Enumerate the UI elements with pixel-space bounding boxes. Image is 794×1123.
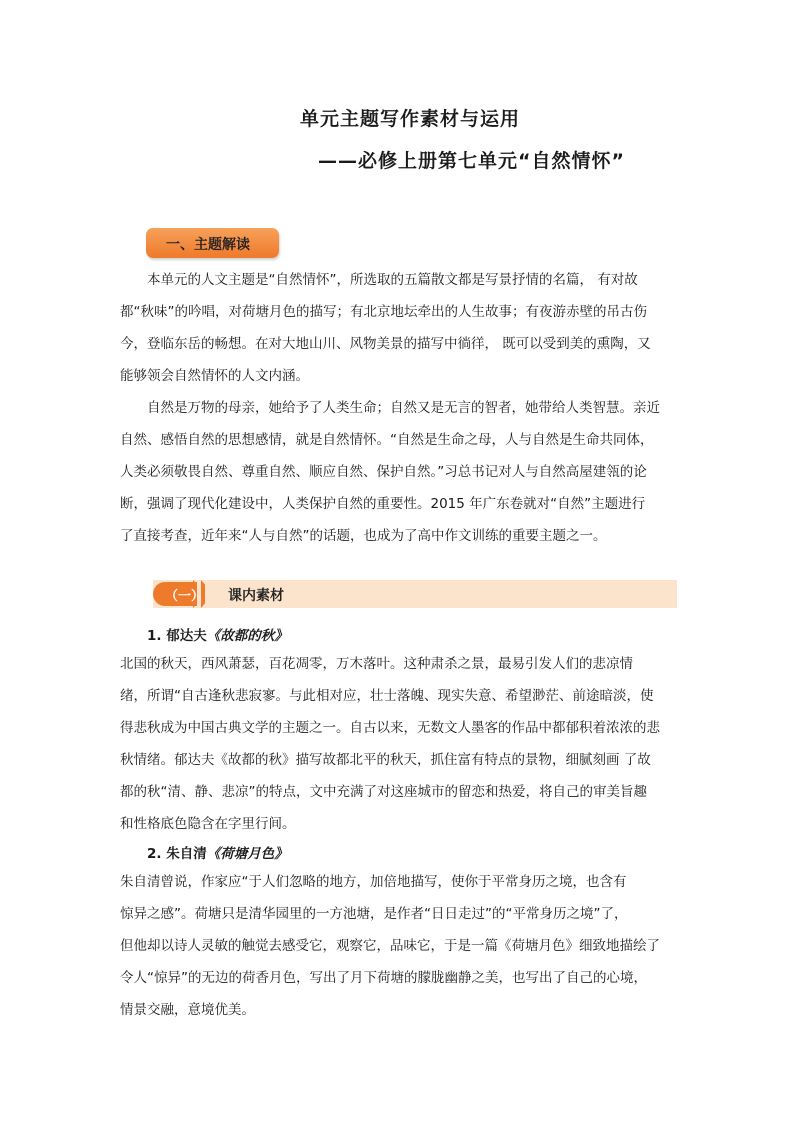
- paragraph-line: 人类必须敬畏自然、尊重自然、顺应自然、保护自然。”习总书记对人与自然高屋建瓴的论: [120, 464, 647, 480]
- paragraph-line: 本单元的人文主题是“自然情怀”，所选取的五篇散文都是写景抒情的名篇， 有对故: [147, 272, 638, 288]
- paragraph-line: 自然是万物的母亲，她给予了人类生命；自然又是无言的智者，她带给人类智慧。亲近: [147, 400, 660, 416]
- document-title: 单元主题写作素材与运用: [300, 108, 521, 130]
- section-heading-label: 一、主题解读: [166, 237, 250, 253]
- section-heading-badge: [146, 228, 279, 258]
- paragraph-line: 和性格底色隐含在字里行间。: [120, 816, 296, 832]
- paragraph-line: 但他却以诗人灵敏的触觉去感受它，观察它，品味它，于是一篇《荷塘月色》细致地描绘了: [120, 938, 660, 954]
- paragraph-line: 自然、感悟自然的思想感情，就是自然情怀。“自然是生命之母，人与自然是生命共同体，: [120, 432, 654, 448]
- paragraph-line: 能够领会自然情怀的人文内涵。: [120, 368, 309, 384]
- item-paragraph-1: [120, 648, 680, 840]
- item-work: 《荷塘月色》: [206, 846, 288, 862]
- item-work: 《故都的秋》: [206, 628, 288, 644]
- document-subtitle: ——必修上册第七单元“自然情怀”: [318, 150, 625, 172]
- paragraph-line: 得悲秋成为中国古典文学的主题之一。自古以来，无数文人墨客的作品中都郁积着浓浓的悲: [120, 720, 660, 736]
- paragraph-line: 朱自清曾说，作家应“于人们忽略的地方，加倍地描写，使你于平常身历之境，也含有: [120, 874, 627, 890]
- paragraph-line: 了直接考查，近年来“人与自然”的话题，也成为了高中作文训练的重要主题之一。: [120, 528, 607, 544]
- item-number: 1.: [147, 628, 162, 644]
- item-heading-2: [147, 842, 288, 862]
- paragraph-line: 北国的秋天，西风萧瑟，百花凋零，万木落叶。这种肃杀之景，最易引发人们的悲凉情: [120, 656, 633, 672]
- item-author: 郁达夫: [166, 628, 207, 644]
- item-author: 朱自清: [166, 846, 207, 862]
- subsection-tag-label: （一）: [165, 589, 205, 604]
- paragraph-line: 情景交融，意境优美。: [120, 1002, 255, 1018]
- paragraph-line: 令人“惊异”的无边的荷香月色，写出了月下荷塘的朦胧幽静之美，也写出了自己的心境，: [120, 970, 647, 986]
- paragraph-line: 断，强调了现代化建设中，人类保护自然的重要性。2015 年广东卷就对“自然”主题进行: [120, 496, 646, 512]
- paragraph-line: 都的秋“清、静、悲凉”的特点，文中充满了对这座城市的留恋和热爱，将自己的审美旨趣: [120, 784, 647, 800]
- item-heading-1: [147, 624, 288, 644]
- intro-paragraph-2: [120, 392, 680, 552]
- paragraph-line: 都“秋味”的吟唱，对荷塘月色的描写；有北京地坛牵出的人生故事；有夜游赤壁的吊古伤: [120, 304, 647, 320]
- item-paragraph-2: [120, 866, 680, 1026]
- paragraph-line: 惊异之感”。荷塘只是清华园里的一方池塘，是作者“日日走过”的“平常身历之境”了，: [120, 906, 628, 922]
- paragraph-line: 今，登临东岳的畅想。在对大地山川、风物美景的描写中徜徉， 既可以受到美的熏陶，又: [120, 336, 651, 352]
- intro-paragraph-1: [120, 264, 680, 392]
- paragraph-line: 绪，所谓“自古逢秋悲寂寥。与此相对应，壮士落魄、现实失意、希望渺茫、前途暗淡，使: [120, 688, 654, 704]
- paragraph-line: 秋情绪。郁达夫《故都的秋》描写故都北平的秋天，抓住富有特点的景物，细腻刻画 了故: [120, 752, 651, 768]
- item-number: 2.: [147, 846, 162, 862]
- subsection-title: 课内素材: [228, 588, 284, 604]
